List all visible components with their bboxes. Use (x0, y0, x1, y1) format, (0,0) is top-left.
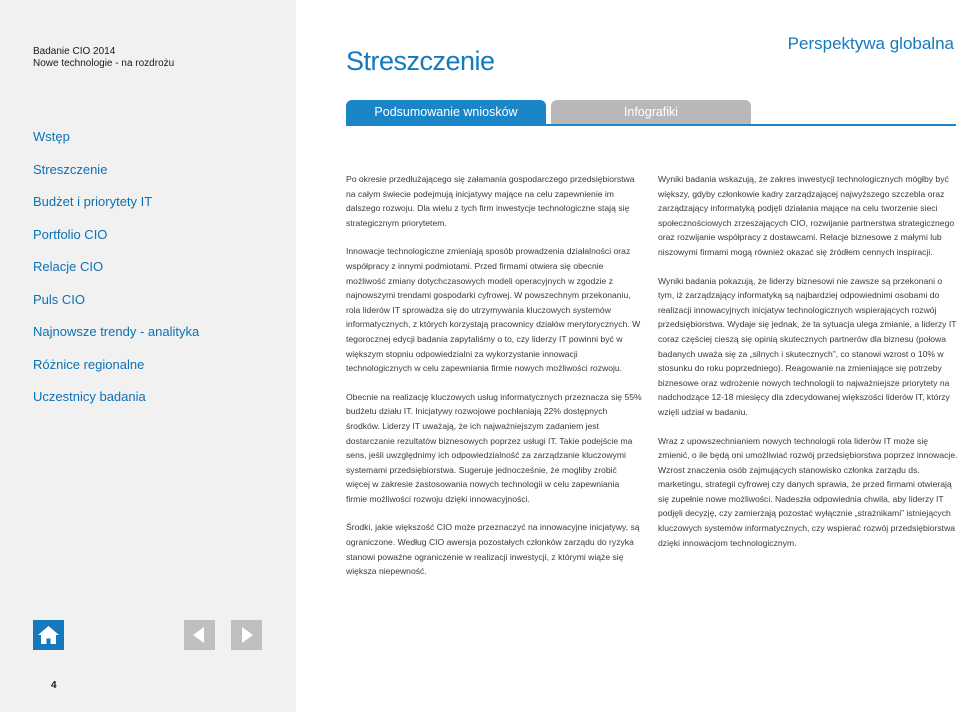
home-icon (33, 620, 64, 650)
paragraph: Obecnie na realizację kluczowych usług informatycznych przeznacza się 55% budżetu działu IT. Inicjatywy rozwojowe pochłaniają 22% dostępnych środków. Liderzy IT uważają, że ich najważniejszym zadaniem jest dostarczanie rezultatów biznesowych poprzez usługi IT. Takie podejście ma sens, jeśli uwzględnimy ich odpowiedzialność za zarządzanie kluczowymi systemami przedsiębiorstwa. Sugeruje jednocześnie, że mogliby zrobić więcej w zakresie zastosowania nowych technologii w celu zapewniania firmie możliwości rozwoju dzięki innowacyjności. (346, 391, 642, 504)
paragraph: Wyniki badania wskazują, że zakres inwestycji technologicznych mógłby być większy, gdyby członkowie kadry zarządzającej najwyższego szczebla oraz zarządzający informatyką podjęli działania mające na celu tworzenie sieci społecznościowych zrzeszających CIO, rozwijanie partnerstwa strategicznego oraz rozwijanie współpracy z dostawcami. Relacje biznesowe z małymi lub niszowymi firmami mogą również okazać się źródłem cennych inspiracji. (658, 174, 955, 257)
paragraph: Innowacje technologiczne zmieniają sposób prowadzenia działalności oraz współpracy z innymi podmiotami. Przed firmami otwiera się obecnie możliwość zmiany dotychczasowych modeli operacyjnych w zgodzie z najnowszymi trendami gospodarki cyfrowej. W powszechnym przekonaniu, rola liderów IT sprowadza się do utrzymywania kluczowych systemów informatycznych, z których korzystają pracownicy działów merytorycznych. W tegorocznej edycji badania zapytaliśmy o to, czy liderzy IT powinni być w większym stopniu odpowiedzialni za wykorzystanie innowacji technologicznych w celu zapewniania firmie nowych możliwości rozwoju. (346, 246, 641, 374)
sidebar-item-wstep[interactable]: Wstęp (33, 129, 70, 144)
text-column-left (346, 172, 642, 593)
tab-bar (346, 100, 751, 124)
sidebar-item-relacje[interactable]: Relacje CIO (33, 259, 104, 274)
tab-infografiki[interactable]: Infografiki (551, 100, 751, 124)
sidebar-item-roznice[interactable]: Różnice regionalne (33, 356, 145, 372)
paragraph: Po okresie przedłużającego się załamania gospodarczego przedsiębiorstwa na całym świecie podejmują inicjatywy mające na celu zapewnienie im dalszego rozwoju. Dla wielu z tych firm inwestycje technologiczne stają się strategicznym priorytetem. (346, 174, 635, 228)
previous-page-button[interactable] (184, 620, 215, 650)
text-column-right (658, 172, 958, 564)
report-brand (33, 46, 174, 70)
tab-podsumowanie[interactable]: Podsumowanie wniosków (346, 100, 546, 124)
sidebar-item-trendy[interactable]: Najnowsze trendy - analityka (33, 324, 200, 339)
next-page-button[interactable] (231, 620, 262, 650)
tab-underline (346, 124, 956, 126)
sidebar-item-portfolio[interactable]: Portfolio CIO (33, 226, 108, 242)
arrow-left-icon (184, 620, 215, 650)
sidebar-item-uczestnicy[interactable]: Uczestnicy badania (33, 389, 146, 404)
sidebar-nav (33, 128, 199, 421)
sidebar (0, 0, 296, 712)
paragraph: Środki, jakie większość CIO może przeznaczyć na innowacyjne inicjatywy, są ograniczone. Według CIO awersja pozostałych członków zarządu do ryzyka stanowi poważne ograniczenie w realizacji inwestycji, z którymi wiąże się większa niepewność. (346, 522, 640, 577)
region-title: Perspektywa globalna (787, 34, 954, 53)
report-title: Badanie CIO 2014 (33, 46, 116, 57)
sidebar-item-puls[interactable]: Puls CIO (33, 291, 86, 307)
sidebar-item-budzet[interactable]: Budżet i priorytety IT (33, 194, 153, 209)
page-number: 4 (51, 680, 57, 691)
sidebar-item-streszczenie[interactable]: Streszczenie (33, 161, 108, 177)
report-subtitle: Nowe technologie - na rozdrożu (33, 58, 175, 69)
paragraph: Wraz z upowszechnianiem nowych technologii rola liderów IT może się zmienić, o ile będą oni umożliwiać rozwój przedsiębiorstwa poprzez innowacje. Wzrost znaczenia osób zajmujących stanowisko członka zarządu ds. marketingu, strategii cyfrowej czy danych sprawia, że przed firmami otwierają się zupełnie nowe możliwości. Nadeszła odpowiednia chwila, aby liderzy IT podjęli decyzję, czy zamierzają pozostać wyłącznie „strażnikami” istniejących kluczowych systemów informatycznych, czy wspierać rozwój przedsiębiorstwa dzięki innowacjom technologicznym. (658, 435, 958, 548)
home-button[interactable] (33, 620, 64, 650)
page-title: Streszczenie (346, 46, 495, 76)
paragraph: Wyniki badania pokazują, że liderzy biznesowi nie zawsze są przekonani o tym, iż zarządzający informatyką są najbardziej odpowiednimi osobami do realizacji innowacyjnych inicjatyw technologicznych wspierających rozwój przedsiębiorstwa. Wydaje się jednak, że ta sytuacja ulega zmianie, a liderzy IT coraz częściej cieszą się opinią skutecznych partnerów dla biznesu (połowa badanych uważa się za „silnych i skutecznych”, co stanowi wzrost o 10% w stosunku do roku poprzedniego). Reagowanie na zmieniające się potrzeby biznesowe oraz wdrożenie nowych technologii to najważniejsze priorytety na nadchodzące 12-18 miesięcy dla zdecydowanej większości liderów IT, którzy wzięli udział w badaniu. (658, 275, 957, 417)
arrow-right-icon (231, 620, 262, 650)
